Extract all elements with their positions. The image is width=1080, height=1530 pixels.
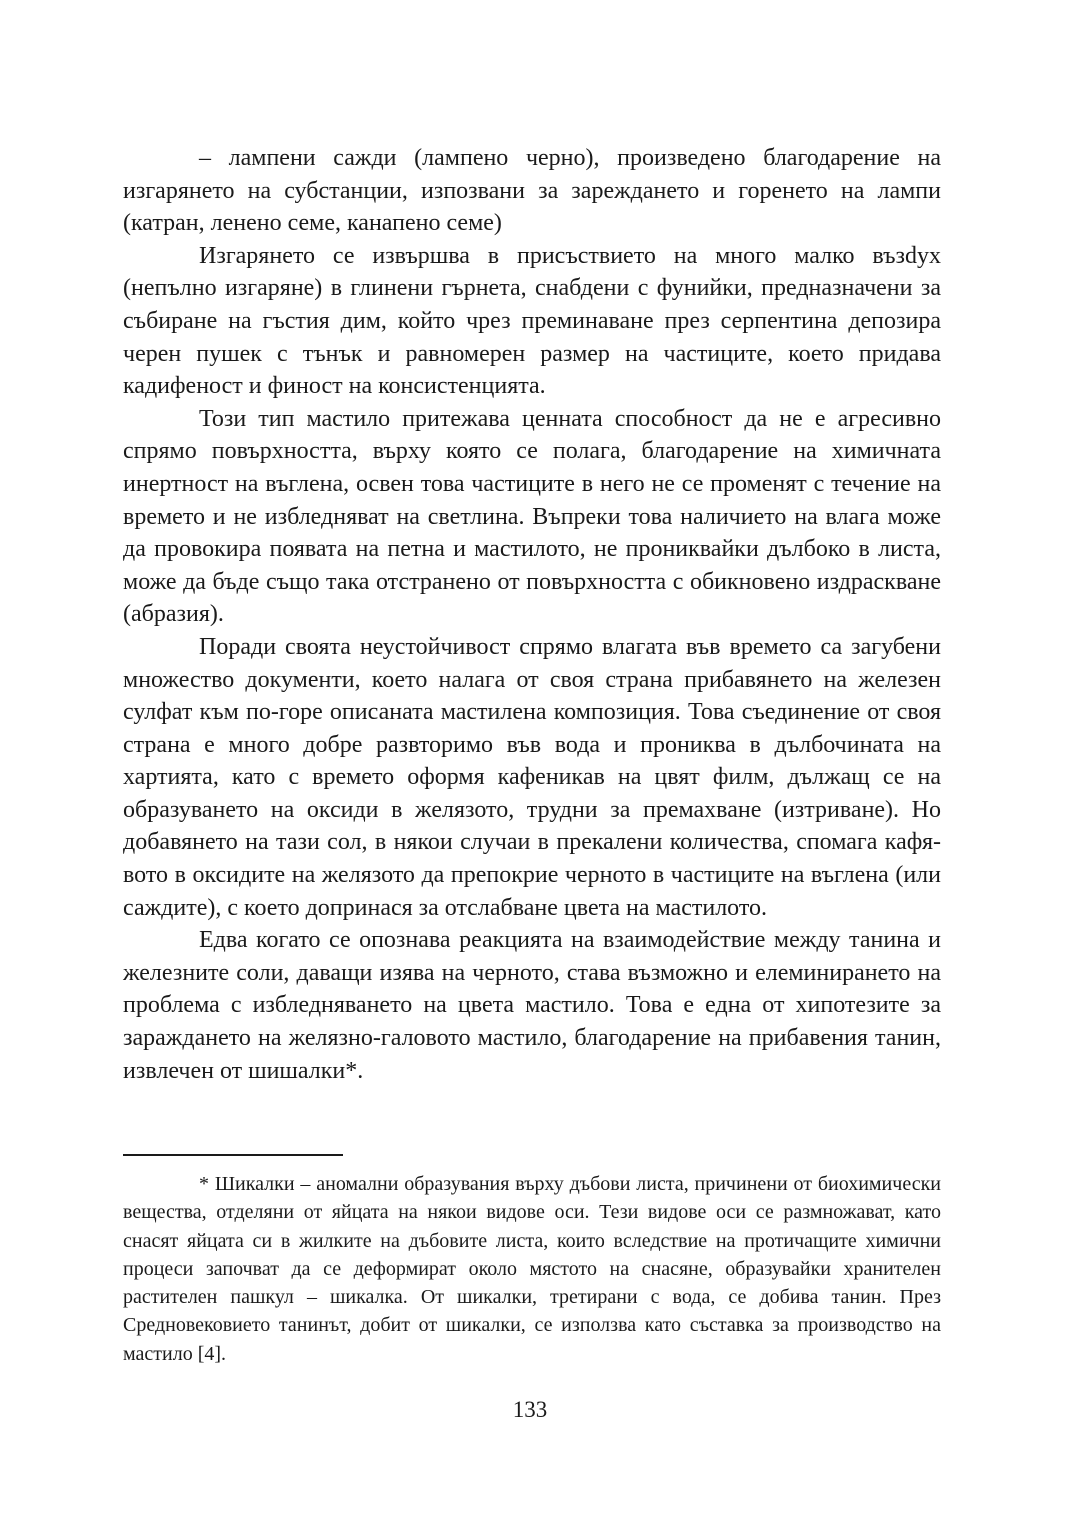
paragraph-iron-sulfate: Поради своята неустойчивост спрямо влагата във времето са загубени множество документи, което налага от своя страна прибавянето на железен сулфат към по-горе описаната мастилена композиция. Това съединение от своя страна е много добре развторимо във вода и прониква в дълбочината на хартията, като с времето оформя кафеникав на цвят филм, дължащ се на образуването на оксиди в желязото, трудни за премахване (изтриване). Но добавянето на тази сол, в някои случаи в прекалени количества, спомага кафявото в оксидите на желязото да препокрие черното в частиците на въглена (или саждите), с което допринася за отслабване цвета на мастилото. bbox=[123, 633, 941, 921]
paragraph-tannin: Едва когато се опознава реакцията на взаимодействие между танина и железните соли, даващи изява на черното, става възможно и елеминирането на проблема с избледняването на цвета мастило. Това е една от хипотезите за зараждането на желязно-галовото мастило, благодарение на прибавения танин, извлечен от шишалки*. bbox=[123, 927, 941, 1084]
paragraph-lamp-soot: – лампени сажди (лампено черно), произведено благодарение на изгарянето на субстанции, изпозвани за зареждането и горенето на лампи (катран, ленено семе, канапено семе) bbox=[123, 145, 941, 237]
footnote: * Шикалки – аномални образувания върху дъбови листа, причинени от биохимически вещества, отделяни от яйцата на някои видове оси. Тези видове оси се размножават, като снасят яйцата си в жилките на дъбовите листа, които вследствие на протичащите химични процеси започват да се деформират около мястото на снасяне, образувайки хранителен растителен пашкул – шикалка. От шикалки, третирани с вода, се добива танин. През Средновековието танинът, добит от шикалки, се използва като съставка за производство на мастило [4]. bbox=[123, 1173, 941, 1365]
body-text bbox=[123, 142, 941, 1087]
page-number: 133 bbox=[512, 1397, 548, 1422]
footnote-separator bbox=[123, 1154, 343, 1156]
paragraph-combustion: Изгарянето се извършва в присъствието на много малко възdух (непълно изгаряне) в глинени гърнета, снабдени с фунийки, предназначени за събиране на гъстия дим, който чрез преминаване през серпентина депозира черен пушек с тънък и равномерен размер на частиците, което придава кадифеност и финост на консистенцията. bbox=[123, 242, 941, 400]
paragraph-ink-properties: Този тип мастило притежава ценната способност да не е агресивно спрямо повърхността, върху която се полага, благодарение на химичната инертност на въглена, освен това частиците в него не се променят с течение на времето и не избледняват на светлина. Въпреки това наличието на влага може да провокира появата на петна и мастилото, не прониквайки дълбоко в листа, може да бъде също така отстранено от повърхността с обикновено издраскване (абразия). bbox=[123, 405, 941, 628]
